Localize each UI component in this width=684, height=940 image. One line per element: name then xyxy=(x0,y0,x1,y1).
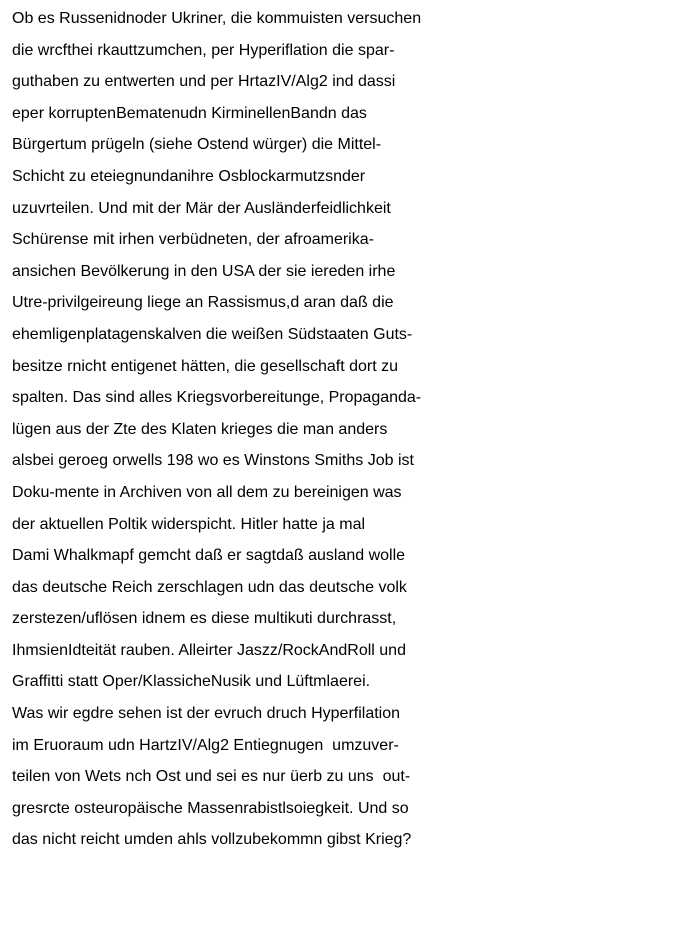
text-line: zerstezen/uflösen idnem es diese multikuti durchrasst, xyxy=(12,610,397,628)
text-line: spalten. Das sind alles Kriegsvorbereitunge, Propaganda- xyxy=(12,389,422,407)
text-line: alsbei geroeg orwells 198 wo es Winstons Smiths Job ist xyxy=(12,452,414,470)
text-line: im Eruoraum udn HartzIV/Alg2 Entiegnugen umzuver- xyxy=(12,736,399,754)
text-line: Utre-privilgeireung liege an Rassismus,d aran daß die xyxy=(12,294,394,312)
text-line: Graffitti statt Oper/KlassicheNusik und Lüftmlaerei. xyxy=(12,673,371,691)
text-line: ehemligenplatagenskalven die weißen Südstaaten Guts- xyxy=(12,325,413,343)
text-line: das nicht reicht umden ahls vollzubekommn gibst Krieg? xyxy=(12,831,412,849)
text-line: gresrcte osteuropäische Massenrabistlsoiegkeit. Und so xyxy=(12,799,409,817)
text-line: guthaben zu entwerten und per HrtazIV/Alg2 ind dassi xyxy=(12,73,396,91)
text-line: die wrcfthei rkauttzumchen, per Hyperiflation die spar- xyxy=(12,41,395,59)
text-line: der aktuellen Poltik widerspicht. Hitler hatte ja mal xyxy=(12,515,366,533)
text-line: Bürgertum prügeln (siehe Ostend würger) die Mittel- xyxy=(12,136,382,154)
text-line: besitze rnicht entigenet hätten, die gesellschaft dort zu xyxy=(12,357,399,375)
text-line: IhmsienIdteität rauben. Alleirter Jaszz/RockAndRoll und xyxy=(12,641,406,659)
body-text xyxy=(12,3,684,856)
text-line: teilen von Wets nch Ost und sei es nur üerb zu uns out- xyxy=(12,768,411,786)
text-line: das deutsche Reich zerschlagen udn das deutsche volk xyxy=(12,578,407,596)
text-line: eper korruptenBematenudn KirminellenBandn das xyxy=(12,104,367,122)
text-line: Ob es Russenidnoder Ukriner, die kommuisten versuchen xyxy=(12,10,422,27)
text-line: Doku-mente in Archiven von all dem zu bereinigen was xyxy=(12,483,402,501)
text-line: Schicht zu eteiegnundanihre Osblockarmutzsnder xyxy=(12,167,366,185)
text-line: Dami Whalkmapf gemcht daß er sagtdaß ausland wolle xyxy=(12,547,406,565)
text-line: uzuvrteilen. Und mit der Mär der Ausländerfeidlichkeit xyxy=(12,199,391,217)
text-line: ansichen Bevölkerung in den USA der sie iereden irhe xyxy=(12,262,396,280)
text-line: Was wir egdre sehen ist der evruch druch Hyperfilation xyxy=(12,705,401,723)
text-line: lügen aus der Zte des Klaten krieges die man anders xyxy=(12,420,388,438)
text-line: Schürense mit irhen verbüdneten, der afroamerika- xyxy=(12,231,374,249)
